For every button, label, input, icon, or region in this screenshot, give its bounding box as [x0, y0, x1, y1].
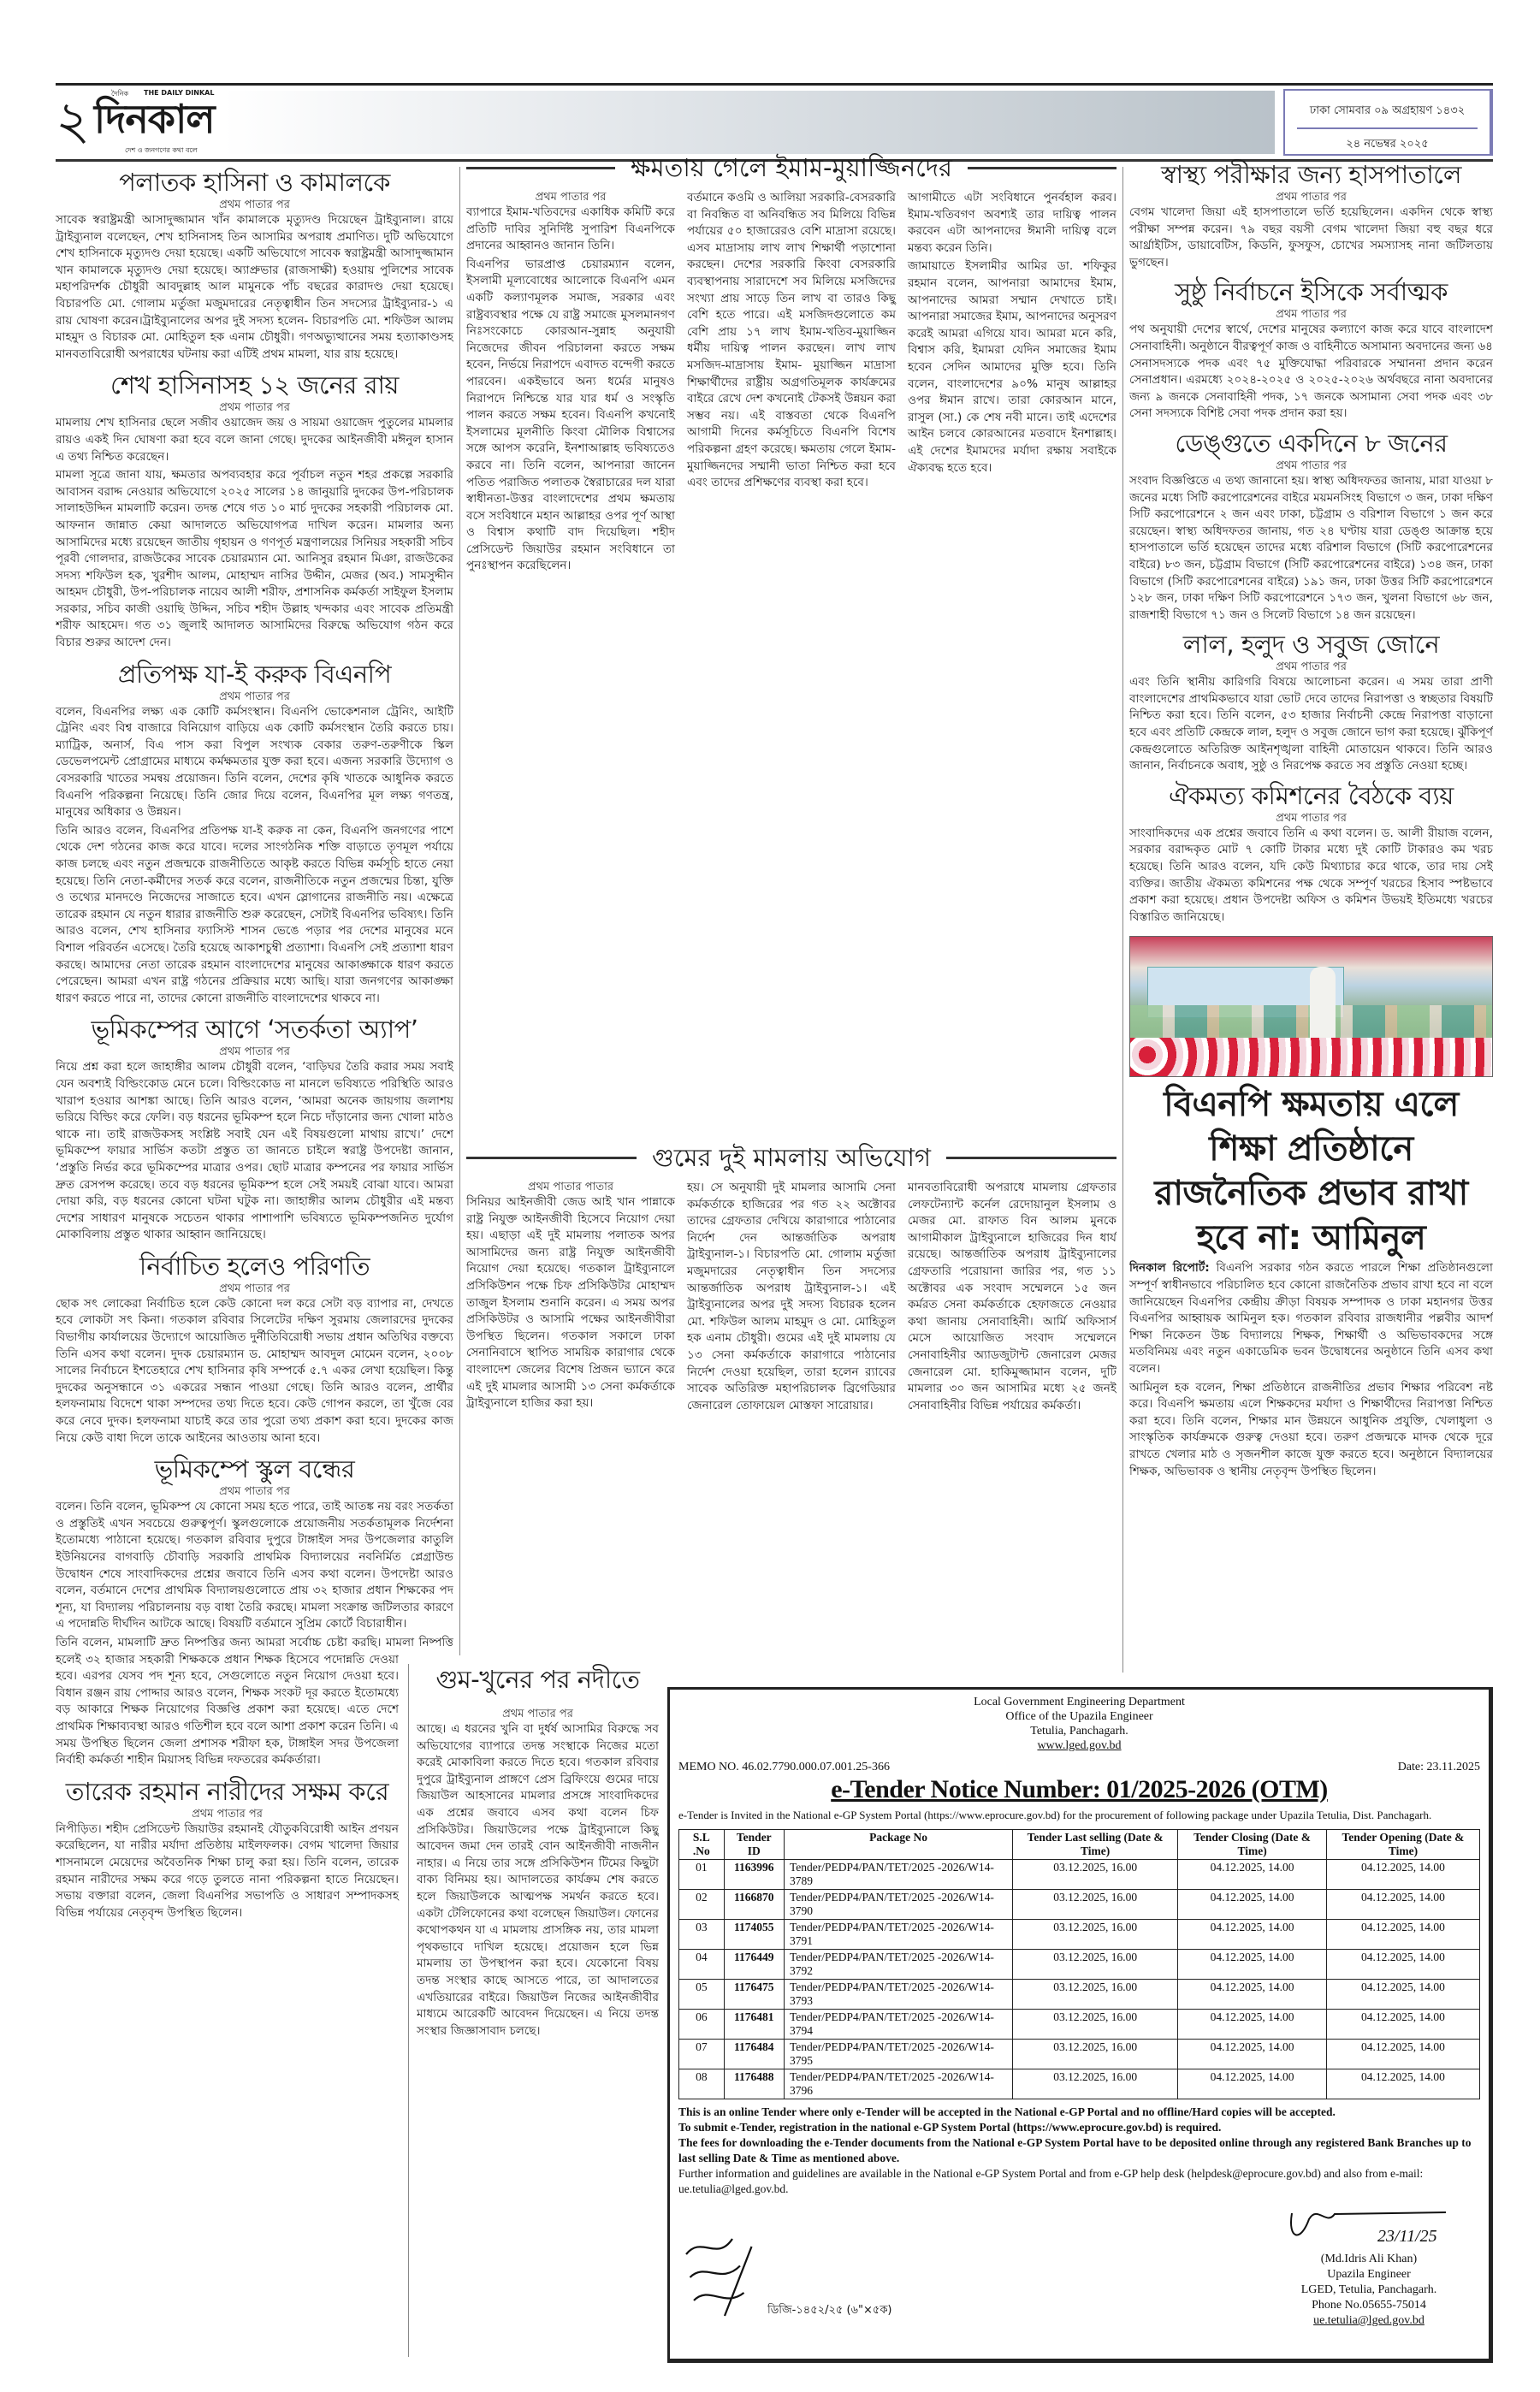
- signatory-block: [1283, 2200, 1454, 2329]
- paragraph-text: তিনি আরও বলেন, বিএনপির প্রতিপক্ষ যা-ই করুক না কেন, বিএনপি জনগণের পাশে থেকে দেশ গঠনের কাজ করে যাবে। দলের সাংগঠনিক শক্তি বাড়াতে তৃণমূল পর্যায়ে কাজ চলছে এবং নতুন প্রজন্মকে রাজনীতিতে আকৃষ্ট করতে বিভিন্ন কর্মসূচি হাতে নেয়া হয়েছে। তিনি নেতা-কর্মীদের সতর্ক করে বলেন, রাজনীতিকে নতুন প্রজন্মের চিন্তা, যুক্তি ও তথ্যের মানদণ্ডে নিজেদের সাজাতে হবে। এখন স্লোগানের রাজনীতি নয়। এক্ষেত্রে তারেক রহমান যে নতুন ধারার রাজনীতি শুরু করেছেন, সেটাই বিএনপির ভবিষ্যৎ। তিনি আরও বলেন, শেখ হাসিনার ফ্যাসিস্ট শাসন ভেঙে পড়ার পর দেশের মানুষের মনে বিশাল পরিবর্তন এসেছে। তৈরি হয়েছে আকাশচুম্বী প্রত্যাশা। বিএনপি সেই প্রত্যাশা ধারণ করছে। আমাদের নেতা তারেক রহমান বাংলাদেশের মানুষের আকাঙ্ক্ষাকে ধারণ করতে পেরেছেন। আমরা এখন রাষ্ট্র গঠনের প্রক্রিয়ার মধ্যে আছি। যারা জনগণের আকাঙ্ক্ষা ধারণ করতে পারে না, তাদের কোনো রাজনীতি বাংলাদেশের থাকবে না।: [56, 823, 453, 1005]
- column-divider: [459, 167, 460, 1655]
- table-cell: 03.12.2025, 16.00: [1013, 2010, 1178, 2040]
- kicker: প্রথম পাতার পর: [219, 198, 290, 211]
- paragraph-text: বেগম খালেদা জিয়া এই হাসপাতালে ভর্তি হয়েছিলেন। একদিন থেকে স্বাস্থ্য পরীক্ষা সম্পন্ন করেন। ৭৯ বছর বয়সী বেগম খালেদা জিয়া বহু বছর ধরে আর্থ্রাইটিস, ডায়াবেটিস, কিডনি, ফুসফুস, চোখের সমস্যাসহ নানা জটিলতায় ভুগছেন।: [1129, 205, 1493, 269]
- table-row: [679, 1890, 1480, 1920]
- page-number: ২: [56, 89, 91, 151]
- tender-notes: [678, 2105, 1480, 2197]
- article-paragraph: [56, 1296, 453, 1447]
- article-paragraph: [56, 1821, 453, 1922]
- date-box: [1283, 89, 1493, 156]
- article-paragraph: [1129, 473, 1493, 624]
- article-paragraph: [56, 823, 453, 1008]
- table-cell: 04.12.2025, 14.00: [1326, 2040, 1479, 2069]
- headline: গুম-খুনের পর নদীতে: [435, 1665, 640, 1694]
- kicker: প্রথম পাতার পর: [1276, 459, 1347, 472]
- newspaper-logo: [94, 87, 214, 157]
- headline-rule: [466, 1157, 637, 1159]
- table-cell: 03.12.2025, 16.00: [1013, 1890, 1178, 1920]
- masthead-gradient-band: [222, 91, 1275, 154]
- paragraph-text: বিএনপি সরকার গঠন করতে পারলে শিক্ষা প্রতিষ্ঠানগুলো সম্পূর্ণ স্বাধীনভাবে পরিচালিত হবে কোনো রাজনৈতিক প্রভাব রাখা হবে না বলে জানিয়েছেন বিএনপির কেন্দ্রীয় ক্রীড়া বিষয়ক সম্পাদক ও ঢাকা মহানগর উত্তর বিএনপির আহ্বায়ক আমিনুল হক। গতকাল রবিবার রাজধানীর পল্লবীর আদর্শ শিক্ষা নিকেতন উচ্চ বিদ্যালয়ে শিক্ষক, শিক্ষার্থী ও অভিভাবকদের সঙ্গে মতবিনিময় এবং নতুন একাডেমিক ভবন উদ্বোধনের অনুষ্ঠানে তিনি এসব কথা বলেন।: [1129, 1261, 1493, 1376]
- text-column: [687, 190, 896, 577]
- paragraph-text: বলেন, বিএনপির লক্ষ্য এক কোটি কর্মসংস্থান। বিএনপি ভোকেশনাল ট্রেনিং, আইটি ট্রেনিং এবং বিশ্ব বাজারে বিনিয়োগ বাড়িয়ে এক কোটি কর্মসংস্থান তৈরি করতে চায়। ম্যাট্রিক, অনার্স, বিএ পাস করা বিপুল সংখ্যক বেকার তরুণ-তরুণীকে স্কিল ডেভেলপমেন্ট প্রোগ্রামের মাধ্যমে কর্মক্ষমতার যুক্ত করা হবে। এজন্য সরকারি উদ্যোগ ও বেসরকারি খাতের সমন্বয় প্রয়োজন। তিনি বলেন, দেশের কৃষি খাতকে আধুনিক করতে বিএনপি পরিকল্পনা নিয়েছে। তিনি জোর দিয়ে বলেন, বিএনপির মূল লক্ষ্য গণতন্ত্র, মানুষের অধিকার ও উন্নয়ন।: [56, 704, 453, 820]
- table-cell: Tender/PEDP4/PAN/TET/2025 -2026/W14-3795: [785, 2040, 1013, 2069]
- kicker: প্রথম পাতার পর: [502, 1708, 573, 1720]
- table-cell: 04.12.2025, 14.00: [1178, 1950, 1327, 1980]
- paragraph-text: পথ অনুযায়ী দেশের স্বার্থে, দেশের মানুষের কল্যাণে কাজ করে যাবে বাংলাদেশ সেনাবাহিনী। অনুষ্ঠানে বীরত্বপূর্ণ কাজ ও বাহিনীতে অসামান্য অবদানের জন্য ৬৪ সেনাসদস্যকে পদক এবং ৭৫ মুক্তিযোদ্ধা পরিবারকে সম্মাননা প্রদান করেন সেনাপ্রধান। এরমধ্যে ২০২৪-২০২৫ ও ২০২৫-২০২৬ অর্থবছরে নানা অবদানের জন্য ৯ জনকে সেনাবাহিনী পদক, ১৭ জনকে অসামান্য সেবা পদক এবং ৩৮ সেনা সদস্যকে বিশিষ্ট সেবা পদক প্রদান করা হয়।: [1129, 323, 1493, 421]
- headline: শেখ হাসিনাসহ ১২ জনের রায়: [110, 370, 400, 400]
- kicker: প্রথম পাতার পর: [219, 1485, 290, 1499]
- paragraph-text: মামলা সূত্রে জানা যায়, ক্ষমতার অপব্যবহার করে পূর্বাচল নতুন শহর প্রকল্পে সরকারি আবাসন বরাদ্দ নেওয়ার অভিযোগে ২০২৫ সালের ১৪ জানুয়ারি দুদকের উপ-পরিচালক সালাহউদ্দিন মামলাটি করেন। তদন্ত শেষে গত ১০ মার্চ দুদকের সহকারী পরিচালক মো. আফনান জান্নাত কেয়া আদালতে অভিযোগপত্র দাখিল করেন। মামলার অন্য আসামিদের মধ্যে রয়েছেন জাতীয় গৃহায়ন ও গণপূর্ত মন্ত্রণালয়ের সিনিয়র সহকারী সচিব পূরবী গোলদার, রাজউকের সাবেক চেয়ারম্যান মো. আনিসুর রহমান মিঞা, রাজউকের সদস্য শফিউল হক, খুরশীদ আলম, মোহাম্মদ নাসির উদ্দীন, মেজর (অব.) সামসুদ্দীন আহমদ চৌধুরী, উপ-পরিচালক নায়েব আলী শরীফ, প্রশাসনিক কর্মকর্তা সাইফুল ইসলাম সরকার, সচিব কাজী ওয়াছি উদ্দিন, সচিব শহীদ উল্লাহ খন্দকার এবং সাবেক প্রতিমন্ত্রী শরীফ আহমেদ। গত ৩১ জুলাই আদালত আসামিদের বিরুদ্ধে অভিযোগ গঠন করে বিচার শুরুর আদেশ দেন।: [56, 468, 453, 650]
- article-paragraph: [56, 415, 453, 465]
- table-cell: Tender/PEDP4/PAN/TET/2025 -2026/W14-3796: [785, 2069, 1013, 2099]
- paragraph-text: সংবাদ বিজ্ঞপ্তিতে এ তথ্য জানানো হয়। স্বাস্থ্য অধিদফতর জানায়, মারা যাওয়া ৮ জনের মধ্যে সিটি করপোরেশনের বাইরে ময়মনসিংহ বিভাগে ৩ জন, ঢাকা দক্ষিণ সিটি করপোরেশনে ২ জন এবং ঢাকা, চট্টগ্রাম ও বরিশাল বিভাগে ১ জন করে রয়েছেন। স্বাস্থ্য অধিদফতর জানায়, গত ২৪ ঘণ্টায় যারা ডেঙ্গু আক্রান্ত হয়ে হাসপাতালে ভর্তি হয়েছেন তাদের মধ্যে বরিশাল বিভাগে (সিটি করপোরেশনের বাইরে) ৮৩ জন, চট্টগ্রাম বিভাগে (সিটি করপোরেশনের বাইরে) ১৩৪ জন, ঢাকা বিভাগে (সিটি করপোরেশনের বাইরে) ১৯১ জন, ঢাকা উত্তর সিটি করপোরেশনে ১২৮ জন, ঢাকা দক্ষিণ সিটি করপোরেশনে ১৭৩ জন, খুলনা বিভাগে ৬৮ জন, রাজশাহী বিভাগে ৭১ জন ও সিলেট বিভাগে ১৪ জন রয়েছেন।: [1129, 473, 1493, 622]
- table-header-row: [679, 1830, 1480, 1860]
- masthead-top-rule: [56, 83, 1493, 86]
- tender-org: [678, 1695, 1480, 1738]
- table-cell: 03.12.2025, 16.00: [1013, 1950, 1178, 1980]
- table-cell: 03.12.2025, 16.00: [1013, 1920, 1178, 1950]
- headline: নির্বাচিত হলেও পরিণতি: [139, 1251, 370, 1281]
- article-head: [466, 1142, 1116, 1173]
- article-paragraph: আগামীতে এটা সংবিধানে পুনর্বহাল করব। ইমাম-খতিবগণ অবশ্যই তার দায়িত্ব পালন করবেন এটা আপনাদের ঈমানী দায়িত্ব বলে মন্তব্য করেন তিনি।: [908, 191, 1116, 255]
- table-cell: 07: [679, 2040, 725, 2069]
- article-paragraph: [56, 1059, 453, 1244]
- article-paragraph: [1129, 1380, 1493, 1481]
- right-column: [1129, 152, 1493, 1679]
- signatory-line: Upazila Engineer: [1327, 2268, 1411, 2281]
- article: [1129, 629, 1493, 775]
- article-paragraph: [1129, 322, 1493, 423]
- article: [56, 659, 453, 1008]
- table-row: [679, 1980, 1480, 2010]
- table-cell: 03.12.2025, 16.00: [1013, 1860, 1178, 1890]
- table-cell: 04: [679, 1950, 725, 1980]
- headline: লাল, হলুদ ও সবুজ জোনে: [1182, 630, 1440, 660]
- article-paragraph: [56, 467, 453, 652]
- table-cell: 04.12.2025, 14.00: [1326, 2069, 1479, 2099]
- table-cell: 01: [679, 1860, 725, 1890]
- signatory-line: Phone No.05655-75014: [1312, 2299, 1426, 2312]
- headline: স্বাস্থ্য পরীক্ষার জন্য হাসপাতালে: [1160, 160, 1462, 189]
- signature-date: 23/11/25: [1377, 2227, 1437, 2246]
- tender-memo-number: MEMO NO. 46.02.7790.000.07.001.25-366: [678, 1761, 890, 1773]
- table-cell: 04.12.2025, 14.00: [1178, 1920, 1327, 1950]
- table-cell: 04.12.2025, 14.00: [1326, 1920, 1479, 1950]
- article: [1129, 159, 1493, 271]
- table-cell: 1176481: [724, 2010, 784, 2040]
- signatory-email-link[interactable]: ue.tetulia@lged.gov.bd: [1313, 2314, 1424, 2327]
- tender-org-line: Tetulia, Panchagarh.: [1030, 1725, 1128, 1738]
- article-paragraph: [56, 704, 453, 821]
- kicker: প্রথম পাতার পর: [1276, 191, 1347, 204]
- tender-org-line: Office of the Upazila Engineer: [1005, 1710, 1153, 1723]
- article-paragraph: জামায়াতে ইসলামীর আমির ডা. শফিকুর রহমান বলেন, আপনারা আমাদের ইমাম, আপনাদের আমরা সম্মান দেখাতে চাই। আপনারা সমাজের ইমাম, আপনাদের অনুসরণ করেই আমরা এগিয়ে যাব। আমরা মনে করি, বিশ্বাস করি, ইমামরা যেদিন সমাজের ইমাম হবেন সেদিন আমাদের মুক্তি হবে। তিনি বলেন, বাংলাদেশের ৯০% মানুষ আল্লাহর ওপর ঈমান রাখে। তারা কোরআন মানে, রাসুল (সা.) কে শেষ নবী মানে। তাই এদেশের আইন চলবে কোরআনের মতবাদে ইনশাল্লাহ। এই দেশের ইমামদের মর্যাদা রক্ষায় সবাইকে ঐক্যবদ্ধ হতে হবে।: [908, 259, 1116, 475]
- table-cell: 04.12.2025, 14.00: [1326, 1860, 1479, 1890]
- table-cell: 1176475: [724, 1980, 784, 2010]
- paragraph-text: তিনি বলেন, মামলাটি দ্রুত নিষ্পত্তির জন্য আমরা সর্বোচ্চ চেষ্টা করছি। মামলা নিষ্পত্তি হলেই ৩২ হাজার সহকারী শিক্ষককে প্রধান শিক্ষক হিসেবে পদোন্নতি দেওয়া হবে। এরপর যেসব পদ শূন্য হবে, সেগুলোতে নতুন নিয়োগ দেওয়া হবে। বিধান রঞ্জন রায় পোদ্দার আরও বলেন, শিক্ষক সংকট দূর করতে ইতোমধ্যে বড় আকারে শিক্ষক নিয়োগের বিজ্ঞপ্তি প্রকাশ করা হয়েছে। এতে দেশে প্রাথমিক শিক্ষাব্যবস্থা আরও গতিশীল হবে বলে আশা প্রকাশ করেন তিনি। এ সময় উপস্থিত ছিলেন জেলা প্রশাসক শরীফা হক, টাঙ্গাইল সদর উপজেলা নির্বাহী কর্মকর্তা শাহীন মিয়াসহ বিভিন্ন দফতরের কর্মকর্তারা।: [56, 1635, 453, 1767]
- table-header: Package No: [785, 1830, 1013, 1860]
- kicker: প্রথম পাতার পর: [219, 1045, 290, 1059]
- table-cell: 03.12.2025, 16.00: [1013, 2040, 1178, 2069]
- article-paragraph: বর্তমানে কওমি ও আলিয়া সরকারি-বেসরকারি বা নিবন্ধিত বা অনিবন্ধিত সব মিলিয়ে বিভিন্ন পর্যায়ের ৫০ হাজারেরও বেশি মাদ্রাসা রয়েছে। এসব মাদ্রাসায় লাখ লাখ শিক্ষার্থী পড়াশোনা করছেন। দেশের সরকারি কিংবা বেসরকারি ব্যবস্থাপনায় সারাদেশে সব মিলিয়ে মসজিদের সংখ্যা প্রায় সাড়ে তিন লাখ বা তারও কিছু বেশি হতে পারে। এই মসজিদগুলোতে কম বেশি প্রায় ১৭ লাখ ইমাম-খতিব-মুয়াজ্জিন ধর্মীয় দায়িত্ব পালন করছেন। লাখ লাখ মসজিদ-মাদ্রাসায় ইমাম- মুয়াজ্জিন মাদ্রাসা শিক্ষার্থীদের রাষ্ট্রীয় অগ্রগতিমূলক কার্যক্রমের বাইরে রেখে দেশ কখনোই টেকসই উন্নয়ন করা সম্ভব নয়। এই বাস্তবতা থেকে বিএনপি আগামী দিনের কর্মসূচিতে বিএনপি বিশেষ পরিকল্পনা গ্রহণ করেছে। ক্ষমতায় গেলে ইমাম-মুয়াজ্জিনদের সম্মানী ভাতা নিশ্চিত করা হবে এবং তাদের প্রশিক্ষণের ব্যবস্থা করা হবে।: [687, 191, 896, 490]
- table-cell: Tender/PEDP4/PAN/TET/2025 -2026/W14-3791: [785, 1920, 1013, 1950]
- tender-website-link[interactable]: www.lged.gov.bd: [1037, 1739, 1122, 1752]
- table-cell: 04.12.2025, 14.00: [1178, 1890, 1327, 1920]
- tender-note: Further information and guidelines are available in the National e-GP System Portal and from e-GP help desk (helpdesk@eprocure.gov.bd) and also from e-mail: ue.tetulia@lged.gov.bd.: [678, 2167, 1424, 2195]
- article-gum-cases: [466, 1142, 1116, 1647]
- tender-table: [678, 1829, 1480, 2099]
- logo-paper-name: দিনকাল: [94, 96, 215, 142]
- tender-date: Date: 23.11.2025: [1397, 1761, 1480, 1773]
- kicker: প্রথম পাতার পর: [219, 690, 290, 703]
- article-paragraph: [1129, 204, 1493, 271]
- headline-rule: [968, 167, 1116, 169]
- headline: ক্ষমতায় গেলে ইমাম-মুয়াজ্জিনদের: [631, 153, 952, 182]
- headline: বিএনপি ক্ষমতায় এলে শিক্ষা প্রতিষ্ঠানে রাজনৈতিক প্রভাব রাখা হবে না: আমিনুল: [1154, 1085, 1468, 1258]
- article-paragraph: [56, 212, 453, 363]
- table-cell: 1176484: [724, 2040, 784, 2069]
- table-row: [679, 2069, 1480, 2099]
- table-cell: Tender/PEDP4/PAN/TET/2025 -2026/W14-3789: [785, 1860, 1013, 1890]
- headline: পলাতক হাসিনা ও কামালকে: [119, 168, 390, 197]
- kicker: প্রথম পাতার পর: [1276, 660, 1347, 674]
- paragraph-text: নিয়ে প্রশ্ন করা হলে জাহাঙ্গীর আলম চৌধুরী বলেন, ‘বাড়িঘর তৈরি করার সময় সবাই যেন অবশ্যই বিল্ডিংকোড মেনে চলে। বিল্ডিংকোড না মানলে ভবিষ্যতে পরিস্থিতি আরও খারাপ হওয়ার আশঙ্কা আছে। তিনি আরও বলেন, ‘আমরা অনেক জায়গায় জলাশয় ভরিয়ে বিল্ডিং করে ফেলি। বড় ধরনের ভূমিকম্প হলে নিচে দাঁড়ানোর জন্য খোলা মাঠও থাকে না। তাই রাজউকসহ সংশ্লিষ্ট সবাই যেন এই বিষয়গুলো মাথায় রাখে।’ দেশে ভূমিকম্পে ফায়ার সার্ভিস কতটা প্রস্তুত তা জানতে চাইলে স্বরাষ্ট্র উপদেষ্টা জানান, ‘প্রস্তুতি নির্ভর করে ভূমিকম্পের মাত্রার ওপর। ছোট মাত্রার কম্পনের পর ফায়ার সার্ভিস দ্রুত রেসপন্স করেছে। তবে বড় ধরনের ভূমিকম্প হলে সেই সময়ই বোঝা যাবে। আমরা দোয়া করি, বড় ধরনের কোনো ঘটনা ঘটুক না। জাহাঙ্গীর আলম চৌধুরীর এই মন্তব্য দেশের সাধারণ মানুষকে সচেতন থাকার পাশাপাশি ভবিষ্যতে ভূমিকম্পজনিত দুর্যোগ মোকাবিলায় প্রস্তুত থাকার আহ্বান জানিয়েছে।: [56, 1060, 453, 1242]
- paragraph-text: ছোক সৎ লোকেরা নির্বাচিত হলে কেউ কোনো দল করে সেটা বড় ব্যাপার না, দেখতে হবে লোকটা সৎ কিনা। গতকাল রবিবার সিলেটের দক্ষিণ সুরমায় জেলারদের দুদকের বিভাগীয় কার্যালয়ের উদ্যোগে আয়োজিত দুর্নীতিবিরোধী সভায় প্রধান অতিথির বক্তব্যে তিনি এসব কথা বলেন। দুদক চেয়ারম্যান ড. মোহাম্মদ আবদুল মোমেন বলেন, ২০০৮ সালের নির্বাচনে ইশতেহারে শেখ হাসিনার কৃষি সম্পর্কে ৫.৭ একর লেখা হয়েছিল। কিন্তু দুদকের অনুসন্ধানে ৩১ একরের সন্ধান পাওয়া গেছে। তিনি আরও বলেন, প্রার্থীর হলফনামায় বিদেশে থাকা সম্পদের তথ্য দিতে হবে। কেউ গোপন করলে, তা খুঁজে বের করে নেবে দুদক। হলফনামা যাচাই করে তার পুরো তথ্য প্রকাশ করা হবে। দুদকের কাজ নিয়ে কেউ বাধা দিলে তাকে আইনের আওতায় আনা হবে।: [56, 1296, 453, 1445]
- article-paragraph: [56, 1635, 453, 1769]
- article-paragraph: হয়। সে অনুযায়ী দুই মামলার আসামি সেনা কর্মকর্তাকে হাজিরের পর গত ২২ অক্টোবর তাদের গ্রেফতার দেখিয়ে কারাগারে পাঠানোর নির্দেশ দেন আন্তর্জাতিক অপরাধ ট্রাইব্যুনাল-১। বিচারপতি মো. গোলাম মর্তুজা মজুমদারের নেতৃত্বাধীন তিন সদস্যের আন্তর্জাতিক অপরাধ ট্রাইব্যুনাল-১। এই ট্রাইব্যুনালের অপর দুই সদস্য বিচারক হলেন মো. শফিউল আলম মাহমুদ ও মো. মোহিতুল হক এনাম চৌধুরী। গুমের এই দুই মামলায় যে ১৩ সেনা কর্মকর্তাকে কারাগারে পাঠানোর নির্দেশ দেওয়া হয়েছিল, তারা হলেন র‍্যাবের সাবেক অতিরিক্ত মহাপরিচালক ব্রিগেডিয়ার জেনারেল তোফায়েল মোস্তফা সারোয়ার।: [687, 1181, 896, 1412]
- text-column: [908, 1180, 1116, 1416]
- tender-title: e-Tender Notice Number: 01/2025-2026 (OTM): [831, 1775, 1328, 1803]
- article: [56, 1776, 453, 1922]
- kicker: প্রথম পাতার পর: [219, 1282, 290, 1295]
- table-cell: 04.12.2025, 14.00: [1326, 1950, 1479, 1980]
- article: [1129, 1082, 1493, 1480]
- table-cell: Tender/PEDP4/PAN/TET/2025 -2026/W14-3790: [785, 1890, 1013, 1920]
- article: [56, 1251, 453, 1447]
- table-cell: 04.12.2025, 14.00: [1178, 2069, 1327, 2099]
- kicker: প্রথম পাতার পর: [535, 191, 607, 204]
- kicker: প্রথম পাতার পাতার: [527, 1181, 614, 1193]
- headline: ঐকমত্য কমিশনের বৈঠকে ব্যয়: [1169, 780, 1454, 810]
- paragraph-text: মামলায় শেখ হাসিনার ছেলে সজীব ওয়াজেদ জয় ও সায়মা ওয়াজেদ পুতুলের মামলার রায়ও একই দিন ঘোষণা করা হবে বলে জানা গেছে। দুদকের আইনজীবী মঈনুল হাসান এ তথ্য নিশ্চিত করেছেন।: [56, 416, 453, 464]
- table-header: Tender Closing (Date & Time): [1178, 1830, 1327, 1860]
- article-paragraph: [1129, 1260, 1493, 1377]
- table-header: Tender Last selling (Date & Time): [1013, 1830, 1178, 1860]
- text-column: [466, 190, 675, 577]
- article: [56, 1014, 453, 1244]
- paragraph-text: বলেন। তিনি বলেন, ভূমিকম্প যে কোনো সময় হতে পারে, তাই আতঙ্ক নয় বরং সতর্কতা ও প্রস্তুতিই এখন সবচেয়ে গুরুত্বপূর্ণ। স্কুলগুলোকে প্রয়োজনীয় সতর্কতামূলক নির্দেশনা ইতোমধ্যে পাঠানো হয়েছে। গতকাল রবিবার দুপুরে টাঙ্গাইল সদর উপজেলার কাতুলি ইউনিয়নের বাগবাড়ি চৌবাড়ি সরকারি প্রাথমিক বিদ্যালয়ের নবনির্মিত প্লেগ্রাউন্ড উদ্বোধন শেষে সাংবাদিকদের প্রশ্নের জবাবে তিনি এসব কথা বলেন। উপদেষ্টা আরও বলেন, বর্তমানে দেশের প্রাথমিক বিদ্যালয়গুলোতে প্রায় ৩২ হাজার প্রধান শিক্ষকের পদ শূন্য, যা বিদ্যালয় পরিচালনায় বড় বাধা তৈরি করছে। মামলা সংক্রান্ত জটিলতার কারণে এ পদোন্নতি দীর্ঘদিন আটকে আছে। বিষয়টি বর্তমানে সুপ্রিম কোর্টে বিচারাধীন।: [56, 1500, 453, 1631]
- table-row: [679, 2010, 1480, 2040]
- masthead: [56, 87, 1493, 157]
- table-cell: 04.12.2025, 14.00: [1178, 1980, 1327, 2010]
- table-cell: 04.12.2025, 14.00: [1326, 1890, 1479, 1920]
- date-bangla: ঢাকা সোমবার ০৯ অগ্রহায়ণ ১৪৩২: [1297, 91, 1478, 129]
- handwritten-signature: [678, 2230, 755, 2329]
- table-cell: 04.12.2025, 14.00: [1326, 1980, 1479, 2010]
- tender-note: To submit e-Tender, registration in the national e-GP System Portal (https://www.eprocure.gov.bd) is required.: [678, 2121, 1222, 2134]
- tender-note: The fees for downloading the e-Tender documents from the National e-GP System Portal have to be deposited online through any registered Bank Branches up to last selling Date & Time as mentioned above.: [678, 2136, 1472, 2164]
- table-cell: 1174055: [724, 1920, 784, 1950]
- kicker: প্রথম পাতার পর: [1276, 308, 1347, 322]
- kicker: প্রথম পাতার পর: [192, 1807, 263, 1821]
- table-cell: 04.12.2025, 14.00: [1178, 2040, 1327, 2069]
- photo-flowers: [1130, 1038, 1492, 1076]
- article-paragraph: মানবতাবিরোধী অপরাধে মামলায় গ্রেফতার লেফটেন্যান্ট কর্নেল রেদোয়ানুল ইসলাম ও মেজর মো. রাফাত বিন আলম মুনকে আগামীকাল ট্রাইব্যুনালে হাজিরের দিন ধার্য রয়েছে। আন্তর্জাতিক অপরাধ ট্রাইব্যুনালের গ্রেফতারি পরোয়ানা জারির পর, গত ১১ অক্টোবর এক সংবাদ সম্মেলনে ১৫ জন কর্মরত সেনা কর্মকর্তাকে হেফাজতে নেওয়ার কথা জানায় সেনাবাহিনী। আর্মি অফিসার্স মেসে আয়োজিত সংবাদ সম্মেলনে সেনাবাহিনীর অ্যাডজুটান্ট জেনারেল মেজর জেনারেল মো. হাকিমুজ্জামান বলেন, দুটি মামলার ৩০ জন আসামির মধ্যে ২৫ জনই সেনাবাহিনীর বিভিন্ন পর্যায়ের কর্মকর্তা।: [908, 1181, 1116, 1412]
- table-cell: 1163996: [724, 1860, 784, 1890]
- text-column: [908, 190, 1116, 577]
- table-cell: 05: [679, 1980, 725, 2010]
- article: [56, 1454, 453, 1769]
- table-cell: 04.12.2025, 14.00: [1326, 2010, 1479, 2040]
- paragraph-text: সাবেক স্বরাষ্ট্রমন্ত্রী আসাদুজ্জামান খাঁন কামালকে মৃত্যুদণ্ড দিয়েছেন ট্রাইব্যুনাল। রায়ে ট্রাইব্যুনাল বলেছেন, শেখ হাসিনাসহ তিন আসামির অপরাধ প্রমাণিত। দুটি অভিযোগে শেখ হাসিনাকে মৃত্যুদণ্ড দেয়া হয়েছে। একটি অভিযোগে সাবেক স্বরাষ্ট্রমন্ত্রী আসাদুজ্জামান খান কামালকে মৃত্যুদণ্ড দেয়া হয়েছে। অ্যাপ্রুভার (রাজসাক্ষী) হওয়ায় পুলিশের সাবেক মহাপরিদর্শক চৌধুরী আবদুল্লাহ আল মামুনকে পাঁচ বছরের কারাদণ্ড দেয়া হয়েছে। বিচারপতি মো. গোলাম মর্তুজা মজুমদারের নেতৃত্বাধীন তিন সদস্যের ট্রাইব্যুনার-১ এ রায় ঘোষণা করেন।ট্রাইব্যুনালের অপর দুই সদস্য হলেন- বিচারপতি মো. শফিউল আলম মাহমুদ ও বিচারক মো. মোহিতুল হক এনাম চৌধুরী। গণঅভ্যুত্থানের সময় হত্যাকাণ্ডসহ মানবতাবিরোধী অপরাধের ঘটনায় করা এটিই প্রথম মামলা, যার রায় হয়েছে।: [56, 213, 453, 361]
- text-column: [687, 1180, 896, 1416]
- table-cell: 02: [679, 1890, 725, 1920]
- table-cell: 03.12.2025, 16.00: [1013, 1980, 1178, 2010]
- headline: ডেঙ্গুতে একদিনে ৮ জনের: [1175, 428, 1448, 458]
- signatory-line: LGED, Tetulia, Panchagarh.: [1300, 2283, 1437, 2296]
- table-header: Tender Opening (Date & Time): [1326, 1830, 1479, 1860]
- headline-rule: [466, 167, 615, 169]
- article-head: [466, 152, 1116, 183]
- article: [1129, 428, 1493, 624]
- paragraph-text: এবং তিনি স্থানীয় কারিগরি বিষয়ে আলোচনা করেন। এ সময় তারা প্রাণী বাংলাদেশের প্রাথমিকভাবে যারা ভোট দেবে তাদের নিরাপত্তা ও স্বচ্ছতার বিষয়টি নিশ্চিত করা হবে। তিনি বলেন, ৫৩ হাজার নির্বাচনী কেন্দ্রে নিরাপত্তা বাড়ানো হবে এবং প্রতিটি কেন্দ্রকে লাল, হলুদ ও সবুজ জোনে ভাগ করা হয়েছে। ঝুঁকিপূর্ণ কেন্দ্রগুলোতে অতিরিক্ত আইনশৃঙ্খলা বাহিনী মোতায়েন থাকবে। তিনি আরও জানান, নির্বাচনকে অবাধ, সুষ্ঠু ও নিরপেক্ষ করতে সব প্রস্তুতি নেওয়া হচ্ছে।: [1129, 675, 1493, 773]
- table-cell: 03: [679, 1920, 725, 1950]
- article-paragraph: বিএনপির ভারপ্রাপ্ত চেয়ারম্যান বলেন, ইসলামী মূল্যবোধের আলোকে বিএনপি এমন একটি কল্যাণমূলক সমাজ, সরকার এবং রাষ্ট্রব্যবস্থার পক্ষে যে রাষ্ট্র সমাজে মুসলমানগণ নিঃসংকোচে কোরআন-সুন্নাহ অনুযায়ী নিজেদের জীবন পরিচালনা করতে সক্ষম হবেন, নির্ভয়ে নিরাপদে এবাদত বন্দেগী করতে পারবেন। একইভাবে অন্য ধর্মের মানুষও নিরাপদে নিশ্চিন্তে যার যার ধর্ম ও সংস্কৃতি পালন করতে সক্ষম হবেন। বিএনপি কখনোই ইসলামের মূলনীতি কিংবা মৌলিক বিশ্বাসের সঙ্গে আপস করেনি, ইনশাআল্লাহ ভবিষ্যতেও করবে না। তিনি বলেন, আপনারা জানেন পতিত পরাজিত পলাতক স্বৈরাচারের দল যারা স্বাধীনতা-উত্তর বাংলাদেশের প্রথম ক্ষমতায় বসে সংবিধানে মহান আল্লাহর ওপর পূর্ণ আস্থা ও বিশ্বাস কথাটি বাদ দিয়েছিল। শহীদ প্রেসিডেন্ট জিয়াউর রহমান সংবিধানে তা পুনঃস্থাপন করেছিলেন।: [466, 257, 675, 573]
- logo-daily-label: দৈনিক: [111, 90, 129, 98]
- tender-org-line: Local Government Engineering Department: [974, 1696, 1185, 1708]
- kicker: প্রথম পাতার পর: [219, 401, 290, 415]
- table-row: [679, 1860, 1480, 1890]
- headline: তারেক রহমান নারীদের সক্ষম করে: [65, 1776, 389, 1806]
- table-cell: 04.12.2025, 14.00: [1178, 2010, 1327, 2040]
- table-cell: Tender/PEDP4/PAN/TET/2025 -2026/W14-3794: [785, 2010, 1013, 2040]
- logo-tagline: দেশ ও জনগণের কথা বলে: [125, 146, 198, 154]
- table-row: [679, 1950, 1480, 1980]
- logo-english-name: THE DAILY DINKAL: [144, 89, 215, 97]
- headline: প্রতিপক্ষ যা-ই করুক বিএনপি: [117, 659, 392, 689]
- table-cell: Tender/PEDP4/PAN/TET/2025 -2026/W14-3792: [785, 1950, 1013, 1980]
- article: [56, 167, 453, 363]
- article-gum-khun: [417, 1664, 659, 2348]
- tender-footer-left: [678, 2230, 892, 2329]
- column-divider: [408, 1664, 409, 2357]
- article-paragraph: আছে। এ ধরনের খুনি বা দুর্ধর্ষ আসামির বিরুদ্ধে সব অভিযোগের ব্যাপারে তদন্ত সংস্থাকে নিজের মতো করেই মোকাবিলা করতে দিতে হবে। গতকাল রবিবার দুপুরে ট্রাইব্যুনাল প্রাঙ্গণে প্রেস ব্রিফিংয়ে গুমের দায়ে জিয়াউল আহসানের মামলার প্রসঙ্গে সাংবাদিকদের এক প্রশ্নের জবাবে এসব কথা বলেন চিফ প্রসিকিউটর। জিয়াউলের পক্ষে ট্রাইব্যুনালে কিছু আবেদন জমা দেন তারই বোন আইনজীবী নাজনীন নাহার। এ নিয়ে তার সঙ্গে প্রসিকিউশন টিমের কিছুটা বাক্য বিনিময় হয়। আদালতের কার্যক্রম শেষ করতে হলে জিয়াউলকে আত্মপক্ষ সমর্থন করতে হবে। একটা টেলিফোনের কথা বলেছেন জিয়াউল। ফোনের কথোপকথন যা এ মামলায় প্রাসঙ্গিক নয়, তার মামলা পৃথকভাবে দাখিল হয়েছে। প্রয়োজন হলে ভিন্ন মামলায় তা উপস্থাপন করা হবে। যেকোনো বিষয় তদন্ত সংস্থার কাছে আসতে পারে, তা আদালতের এখতিয়ারের বাইরে। জিয়াউল নিজের আইনজীবীর মাধ্যমে আরেকটি আবেদন দিয়েছেন। এ নিয়ে তদন্ত সংস্থার জিজ্ঞাসাবাদ চলছে।: [417, 1722, 659, 2038]
- headline-rule: [946, 1157, 1116, 1159]
- signatory-line: (Md.Idris Ali Khan): [1320, 2253, 1418, 2265]
- table-cell: 1176488: [724, 2069, 784, 2099]
- table-cell: 1176449: [724, 1950, 784, 1980]
- table-cell: 04.12.2025, 14.00: [1178, 1860, 1327, 1890]
- paragraph-text: সাংবাদিকদের এক প্রশ্নের জবাবে তিনি এ কথা বলেন। ড. আলী রীয়াজ বলেন, সরকার বরাদ্দকৃত মোট ৭ কোটি টাকার মধ্যে দুই কোটি টাকারও কম খরচ হয়েছে। তিনি আরও বলেন, যদি কেউ মিথ্যাচার করে থাকে, তার দায় সেই ব্যক্তির। জাতীয় ঐকমত্য কমিশনের পক্ষ থেকে সম্পূর্ণ খরচের হিসাব স্পষ্টভাবে প্রকাশ করা হয়েছে। প্রধান উপদেষ্টা অফিস ও কমিশন উভয়ই ইতিমধ্যে খরচের বিস্তারিত জানিয়েছে।: [1129, 826, 1493, 924]
- headline: ভূমিকম্পের আগে ‘সতর্কতা অ্যাপ’: [91, 1015, 418, 1045]
- table-cell: 08: [679, 2069, 725, 2099]
- table-cell: 06: [679, 2010, 725, 2040]
- left-column: [56, 167, 453, 2365]
- text-column: [466, 1180, 675, 1416]
- tender-note: This is an online Tender where only e-Tender will be accepted in the National e-GP Portal and no offline/Hard copies will be accepted.: [678, 2105, 1336, 2118]
- table-row: [679, 1920, 1480, 1950]
- table-cell: Tender/PEDP4/PAN/TET/2025 -2026/W14-3793: [785, 1980, 1013, 2010]
- table-cell: 03.12.2025, 16.00: [1013, 2069, 1178, 2099]
- table-row: [679, 2040, 1480, 2069]
- tender-footer: [678, 2200, 1480, 2329]
- table-header: Tender ID: [724, 1830, 784, 1860]
- ad-code: ডিজি-১৪৫২/২৫ (৬"×৫ক): [767, 2304, 892, 2317]
- paragraph-text: নিপীড়িত। শহীদ প্রেসিডেন্ট জিয়াউর রহমানই যৌতুকবিরোধী আইন প্রণয়ন করেছিলেন, যা নারীর মর্যাদা প্রতিষ্ঠায় মাইলফলক। বেগম খালেদা জিয়ার শাসনামলে মেয়েদের অবৈতনিক শিক্ষা চালু করা হয়। তিনি বলেন, তারেক রহমান নারীদের সক্ষম করে গড়ে তুলতে নানা পরিকল্পনা হাতে নিয়েছেন। সভায় বক্তারা বলেন, জেলা বিএনপির সভাপতি ও সাধারণ সম্পাদকসহ বিভিন্ন পর্যায়ের নেতৃবৃন্দ উপস্থিত ছিলেন।: [56, 1821, 399, 1920]
- date-english: ২৪ নভেম্বর ২০২৫: [1346, 138, 1429, 151]
- tender-notice-ad: [667, 1687, 1493, 2363]
- article: [1129, 276, 1493, 423]
- article-paragraph: ব্যাপারে ইমাম-খতিবদের একাধিক কমিটি করে প্রতিটি দাবির সুনির্দিষ্ট সুপারিশ বিএনপিকে প্রদানের আহ্বানও জানান তিনি।: [466, 205, 675, 253]
- article-paragraph: [1129, 826, 1493, 927]
- table-cell: 1166870: [724, 1890, 784, 1920]
- column-divider: [1122, 167, 1123, 1673]
- article-imam: [466, 152, 1116, 1149]
- headline: গুমের দুই মামলায় অভিযোগ: [652, 1143, 931, 1172]
- kicker: প্রথম পাতার পর: [1276, 811, 1347, 825]
- article-paragraph: সিনিয়র আইনজীবী জেড আই খান পান্নাকে রাষ্ট্র নিযুক্ত আইনজীবী হিসেবে নিয়োগ দেয়া হয়। এছাড়া এই দুই মামলায় পলাতক অপর আসামিদের জন্য রাষ্ট্র নিযুক্ত আইনজীবী নিয়োগ দেয়া হয়েছে। গতকাল ট্রাইব্যুনালে প্রসিকিউশন পক্ষে চিফ প্রসিকিউটর মোহাম্মদ তাজুল ইসলাম শুনানি করেন। এ সময় অপর প্রসিকিউটর ও আসামি পক্ষের আইনজীবীরা উপস্থিত ছিলেন। গতকাল সকালে ঢাকা সেনানিবাসে স্থাপিত সাময়িক কারাগার থেকে বাংলাদেশ জেলের বিশেষ প্রিজন ভ্যানে করে এই দুই মামলার আসামী ১৩ সেনা কর্মকর্তাকে ট্রাইব্যুনালে হাজির করা হয়।: [466, 1195, 675, 1411]
- paragraph-text: আমিনুল হক বলেন, শিক্ষা প্রতিষ্ঠানে রাজনীতির প্রভাব শিক্ষার পরিবেশ নষ্ট করে। বিএনপি ক্ষমতায় এলে শিক্ষকদের মর্যাদা ও শিক্ষার্থীদের নিরাপত্তা নিশ্চিত করা হবে। তিনি বলেন, শিক্ষার মান উন্নয়নে আধুনিক প্রযুক্তি, খেলাধুলা ও সাংস্কৃতিক কার্যক্রমকে গুরুত্ব দেওয়া হবে। তরুণ প্রজন্মকে মাদক থেকে দূরে রাখতে খেলার মাঠ ও সৃজনশীল কাজে যুক্ত করতে হবে। অনুষ্ঠানে বিদ্যালয়ের শিক্ষক, অভিভাবক ও স্থানীয় নেতৃবৃন্দ উপস্থিত ছিলেন।: [1129, 1380, 1493, 1478]
- byline: দিনকাল রিপোর্ট:: [1129, 1261, 1210, 1276]
- tender-intro: e-Tender is Invited in the National e-GP System Portal (https://www.eprocure.gov.bd) for the procurement of following package under Upazila Tetulia, Dist. Panchagarh.: [678, 1809, 1432, 1821]
- event-photo: [1129, 936, 1493, 1077]
- headline: সুষ্ঠু নির্বাচনে ইসিকে সর্বাত্মক: [1175, 277, 1448, 307]
- engineer-signature: [1283, 2200, 1454, 2252]
- article: [1129, 780, 1493, 927]
- table-header: S.L .No: [679, 1830, 725, 1860]
- article: [56, 370, 453, 651]
- article-paragraph: [1129, 674, 1493, 775]
- headline: ভূমিকম্পে স্কুল বন্ধের: [154, 1454, 355, 1484]
- article-paragraph: [56, 1499, 453, 1633]
